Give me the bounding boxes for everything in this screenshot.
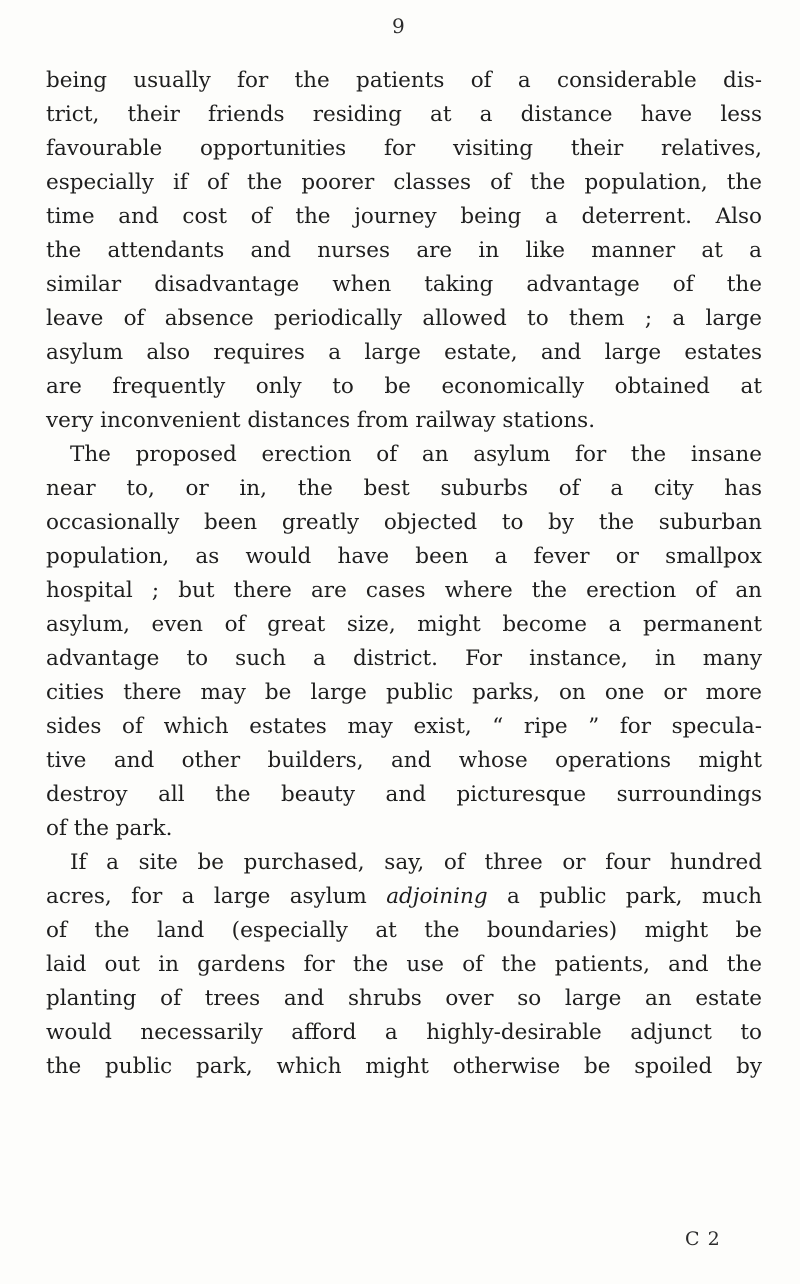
text-line: of the park.	[46, 816, 173, 841]
text-line: hospital ; but there are cases where the erection of an	[46, 578, 762, 603]
text-line: tive and other builders, and whose operations might	[46, 748, 762, 773]
text-line: cities there may be large public parks, on one or more	[46, 680, 762, 705]
text-line: time and cost of the journey being a deterrent. Also	[46, 204, 762, 229]
text-line-with-italic	[46, 880, 762, 914]
italic-word: adjoining	[386, 884, 488, 909]
signature-mark: C 2	[685, 1228, 721, 1250]
text-line: especially if of the poorer classes of the population, the	[46, 170, 762, 195]
text-line: leave of absence periodically allowed to them ; a large	[46, 306, 762, 331]
text-line: advantage to such a district. For instance, in many	[46, 646, 762, 671]
text-line: The proposed erection of an asylum for the insane	[70, 442, 762, 467]
text-line: If a site be purchased, say, of three or four hundred	[70, 850, 762, 875]
text-line: population, as would have been a fever or smallpox	[46, 544, 762, 569]
text-line: planting of trees and shrubs over so large an estate	[46, 986, 762, 1011]
text-line: laid out in gardens for the use of the patients, and the	[46, 952, 762, 977]
text-line: very inconvenient distances from railway stations.	[46, 408, 596, 433]
text-line: trict, their friends residing at a distance have less	[46, 102, 762, 127]
page-number: 9	[392, 14, 405, 38]
text-line: the public park, which might otherwise be spoiled by	[46, 1054, 762, 1079]
text-line: asylum, even of great size, might become a permanent	[46, 612, 762, 637]
text-line: similar disadvantage when taking advantage of the	[46, 272, 762, 297]
text-line: favourable opportunities for visiting their relatives,	[46, 136, 762, 161]
text-line: would necessarily afford a highly-desirable adjunct to	[46, 1020, 762, 1045]
text-line: sides of which estates may exist, “ ripe ” for specula-	[46, 714, 762, 739]
text-line: asylum also requires a large estate, and large estates	[46, 340, 762, 365]
text-line: near to, or in, the best suburbs of a city has	[46, 476, 762, 501]
text-line: destroy all the beauty and picturesque surroundings	[46, 782, 762, 807]
text-line: the attendants and nurses are in like manner at a	[46, 238, 762, 263]
text-line: of the land (especially at the boundaries) might be	[46, 918, 762, 943]
text-line: occasionally been greatly objected to by the suburban	[46, 510, 762, 535]
text-line: being usually for the patients of a considerable dis-	[46, 68, 762, 93]
text-line: are frequently only to be economically obtained at	[46, 374, 762, 399]
body-text	[46, 64, 762, 1084]
text-segment: a public park, much	[507, 884, 762, 909]
text-segment: acres, for a large asylum	[46, 884, 367, 909]
